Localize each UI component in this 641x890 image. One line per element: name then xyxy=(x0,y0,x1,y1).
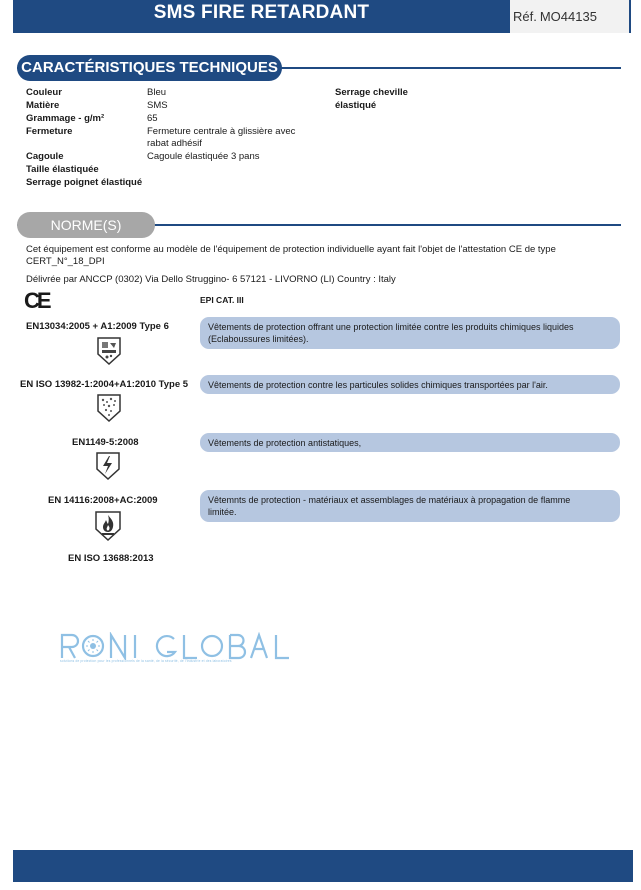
solid-particles-icon xyxy=(96,393,122,423)
cagoule-label: Cagoule xyxy=(26,151,64,162)
matiere-label: Matière xyxy=(26,100,60,111)
grammage-label: Grammage - g/m² xyxy=(26,113,105,124)
standard-desc-3-line1: Vêtements de protection antistatiques, xyxy=(208,438,362,448)
serrage-cheville-label-line2: élastiqué xyxy=(335,100,377,111)
standard-desc-3 xyxy=(200,433,620,452)
page-title: SMS FIRE RETARDANT xyxy=(153,2,370,23)
standard-desc-4-line2: limitée. xyxy=(208,507,237,517)
reference-label: Réf. xyxy=(513,9,537,24)
standard-desc-2-line1: Vêtements de protection contre les particules solides chimiques transportées par l'air. xyxy=(208,380,548,390)
couleur-label: Couleur xyxy=(26,87,62,98)
serrage-poignet-label: Serrage poignet élastiqué xyxy=(26,177,143,188)
fermeture-value-line1: Fermeture centrale à glissière avec xyxy=(147,126,296,137)
standard-desc-4-line1: Vêtemnts de protection - matériaux et assemblages de matériaux à propagation de flamme xyxy=(208,495,571,505)
standard-desc-1 xyxy=(200,317,620,349)
standard-code-4: EN 14116:2008+AC:2009 xyxy=(48,495,158,506)
serrage-cheville-label-line1: Serrage cheville xyxy=(335,87,408,98)
antistatic-icon xyxy=(95,451,121,481)
flame-icon xyxy=(94,510,122,542)
standard-code-3: EN1149-5:2008 xyxy=(72,437,139,448)
standard-desc-2 xyxy=(200,375,620,394)
standard-desc-4 xyxy=(200,490,620,522)
matiere-value: SMS xyxy=(147,100,168,111)
footer-bar xyxy=(13,850,633,882)
roni-global-logo-mark xyxy=(60,632,295,660)
reference-value: MO44135 xyxy=(539,9,597,24)
delivered-by-text: Délivrée par ANCCP (0302) Via Dello Struggino- 6 57121 - LIVORNO (LI) Country : Italy xyxy=(26,274,396,285)
grammage-value: 65 xyxy=(147,113,158,124)
fermeture-label: Fermeture xyxy=(26,126,73,137)
standard-code-1: EN13034:2005 + A1:2009 Type 6 xyxy=(26,321,169,332)
standard-desc-1-line1: Vêtements de protection offrant une protection limitée contre les produits chimiques liquides xyxy=(208,322,574,332)
section-heading-tech: CARACTÉRISTIQUES TECHNIQUES xyxy=(17,55,282,81)
standard-code-2: EN ISO 13982-1:2004+A1:2010 Type 5 xyxy=(20,379,189,390)
ce-mark: CE xyxy=(24,288,49,313)
chemical-splash-icon xyxy=(96,336,122,366)
cagoule-value: Cagoule élastiquée 3 pans xyxy=(147,151,260,162)
section-heading-normes: NORME(S) xyxy=(17,212,155,238)
epi-category: EPI CAT. III xyxy=(200,295,244,305)
conformity-text-line1: Cet équipement est conforme au modèle de l'équipement de protection individuelle ayant fait l'objet de l'attestation CE de type xyxy=(26,244,556,255)
couleur-value: Bleu xyxy=(147,87,167,98)
taille-label: Taille élastiquée xyxy=(26,164,99,175)
conformity-text-line2: CERT_N°_18_DPI xyxy=(26,256,105,267)
standard-code-5: EN ISO 13688:2013 xyxy=(68,553,154,564)
fermeture-value-line2: rabat adhésif xyxy=(147,138,202,149)
logo-tagline: solutions de protection pour les professionnels de la santé, de la sécurité, de l'industrie et des laboratoires xyxy=(60,659,232,663)
standard-desc-1-line2: (Eclaboussures limitées). xyxy=(208,334,309,344)
reference-box xyxy=(510,0,631,33)
